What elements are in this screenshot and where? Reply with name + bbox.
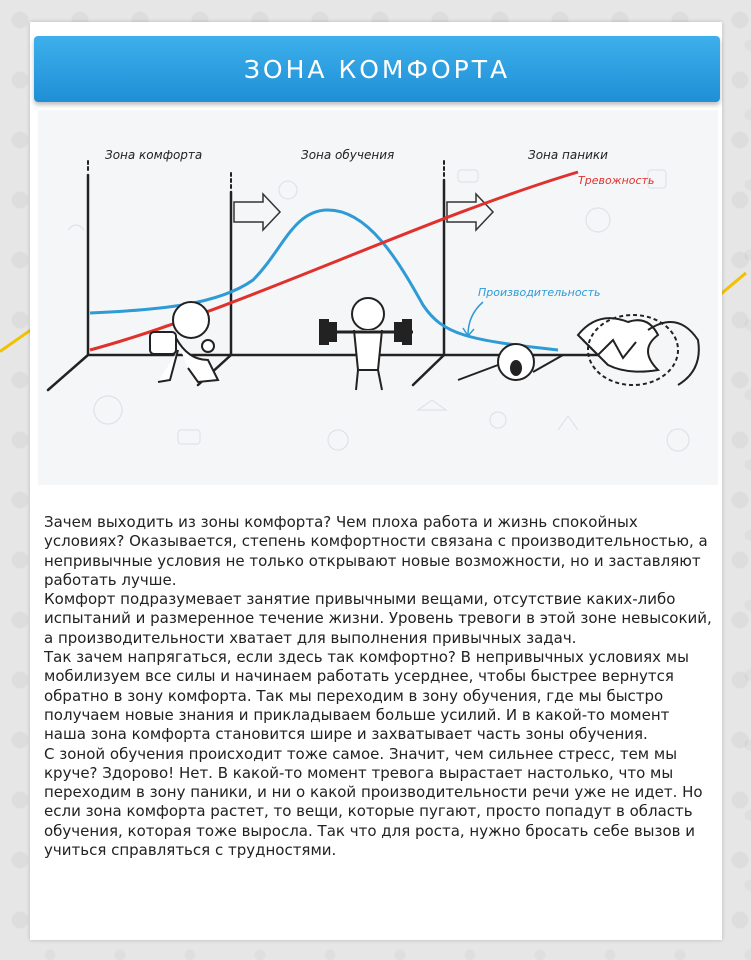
article-paragraph: Так зачем напрягаться, если здесь так комфортно? В непривычных условиях мы мобилизуем все силы и начинаем работать усерднее, чтобы быстрее вернутся обратно в зону комфорта. Так мы переходим в зону обучения, где мы быстро получаем новые знания и прикладываем больше усилий. И в какой-то момент наша зона комфорта становится шире и захватывает часть зоны обучения. [44, 648, 689, 744]
productivity-label: Производительность [478, 286, 601, 299]
comfort-zone-diagram [38, 110, 718, 485]
article-paragraph: С зоной обучения происходит тоже самое. Значит, чем сильнее стресс, тем мы круче? Здорово! Нет. В какой-то момент тревога вырастает настолько, что мы переходим в зону паники, и ни о какой производительности речи уже не идет. Но если зона комфорта растет, то вещи, которые пугают, просто попадут в область обучения, которая тоже выросла. Так что для роста, нужно бросать себе вызов и учиться справляться с трудностями. [44, 744, 703, 860]
page-title: ЗОНА КОМФОРТА [243, 54, 511, 84]
zone-walls [48, 158, 628, 390]
article-paragraph: Зачем выходить из зоны комфорта? Чем плоха работа и жизнь спокойных условиях? Оказывается, степень комфортности связана с производительностью, а непривычные условия не только открывают новые возможности, но и заставляют работать лучше. [44, 513, 708, 589]
article-text [44, 513, 714, 860]
zone-label-comfort: Зона комфорта [105, 148, 203, 162]
panic-scene-icon [458, 315, 699, 385]
title-banner [34, 36, 720, 102]
anxiety-label: Тревожность [578, 174, 655, 187]
sitting-person-icon [150, 302, 218, 382]
zone-label-learning: Зона обучения [301, 148, 395, 162]
productivity-pointer-icon [463, 302, 483, 336]
article-paragraph: Комфорт подразумевает занятие привычными вещами, отсутствие каких-либо испытаний и размеренное течение жизни. Уровень тревоги в этой зоне невысокий, а производительности хватает для выполнения привычных задач. [44, 590, 712, 647]
zone-label-panic: Зона паники [528, 148, 608, 162]
weightlifter-icon [320, 298, 413, 390]
